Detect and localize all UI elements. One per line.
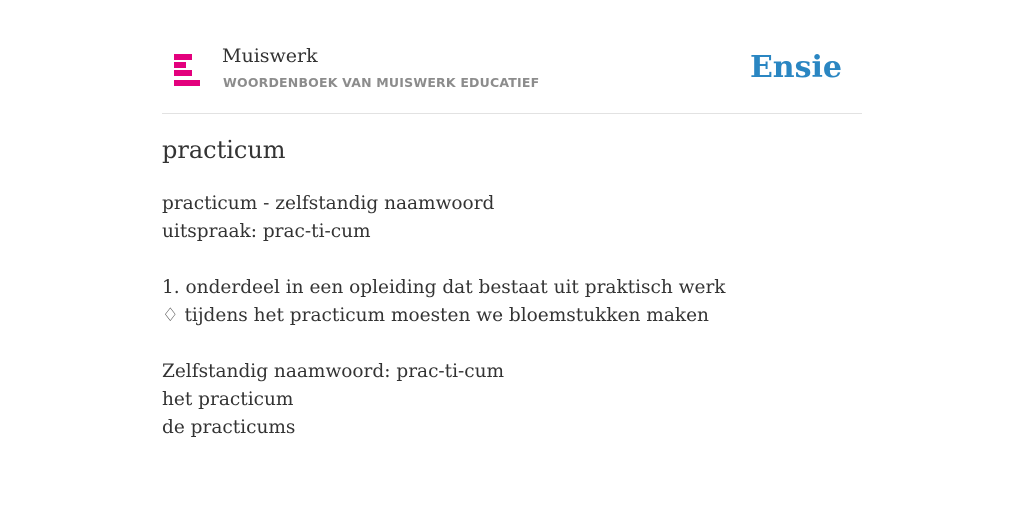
brand-name[interactable]: Muiswerk <box>222 45 318 67</box>
grammar-heading: Zelfstandig naamwoord: prac-ti-cum <box>162 361 505 382</box>
example-sentence: ♢ tijdens het practicum moesten we bloemstukken maken <box>162 305 709 326</box>
plural-form: de practicums <box>162 417 296 438</box>
brand-subtitle: WOORDENBOEK VAN MUISWERK EDUCATIEF <box>223 75 540 90</box>
singular-form: het practicum <box>162 389 294 410</box>
spacer <box>162 246 862 274</box>
definition-line: practicum - zelfstandig naamwoord <box>162 193 495 214</box>
site-header <box>162 0 862 114</box>
spacer <box>162 330 862 358</box>
dictionary-card <box>162 0 862 512</box>
pronunciation: uitspraak: prac-ti-cum <box>162 221 371 242</box>
entry-title: practicum <box>162 136 286 164</box>
ensie-logo[interactable]: Ensie <box>749 50 842 85</box>
muiswerk-logo-icon[interactable] <box>172 54 200 88</box>
entry-content <box>162 190 862 442</box>
meaning: 1. onderdeel in een opleiding dat bestaat uit praktisch werk <box>162 277 726 298</box>
